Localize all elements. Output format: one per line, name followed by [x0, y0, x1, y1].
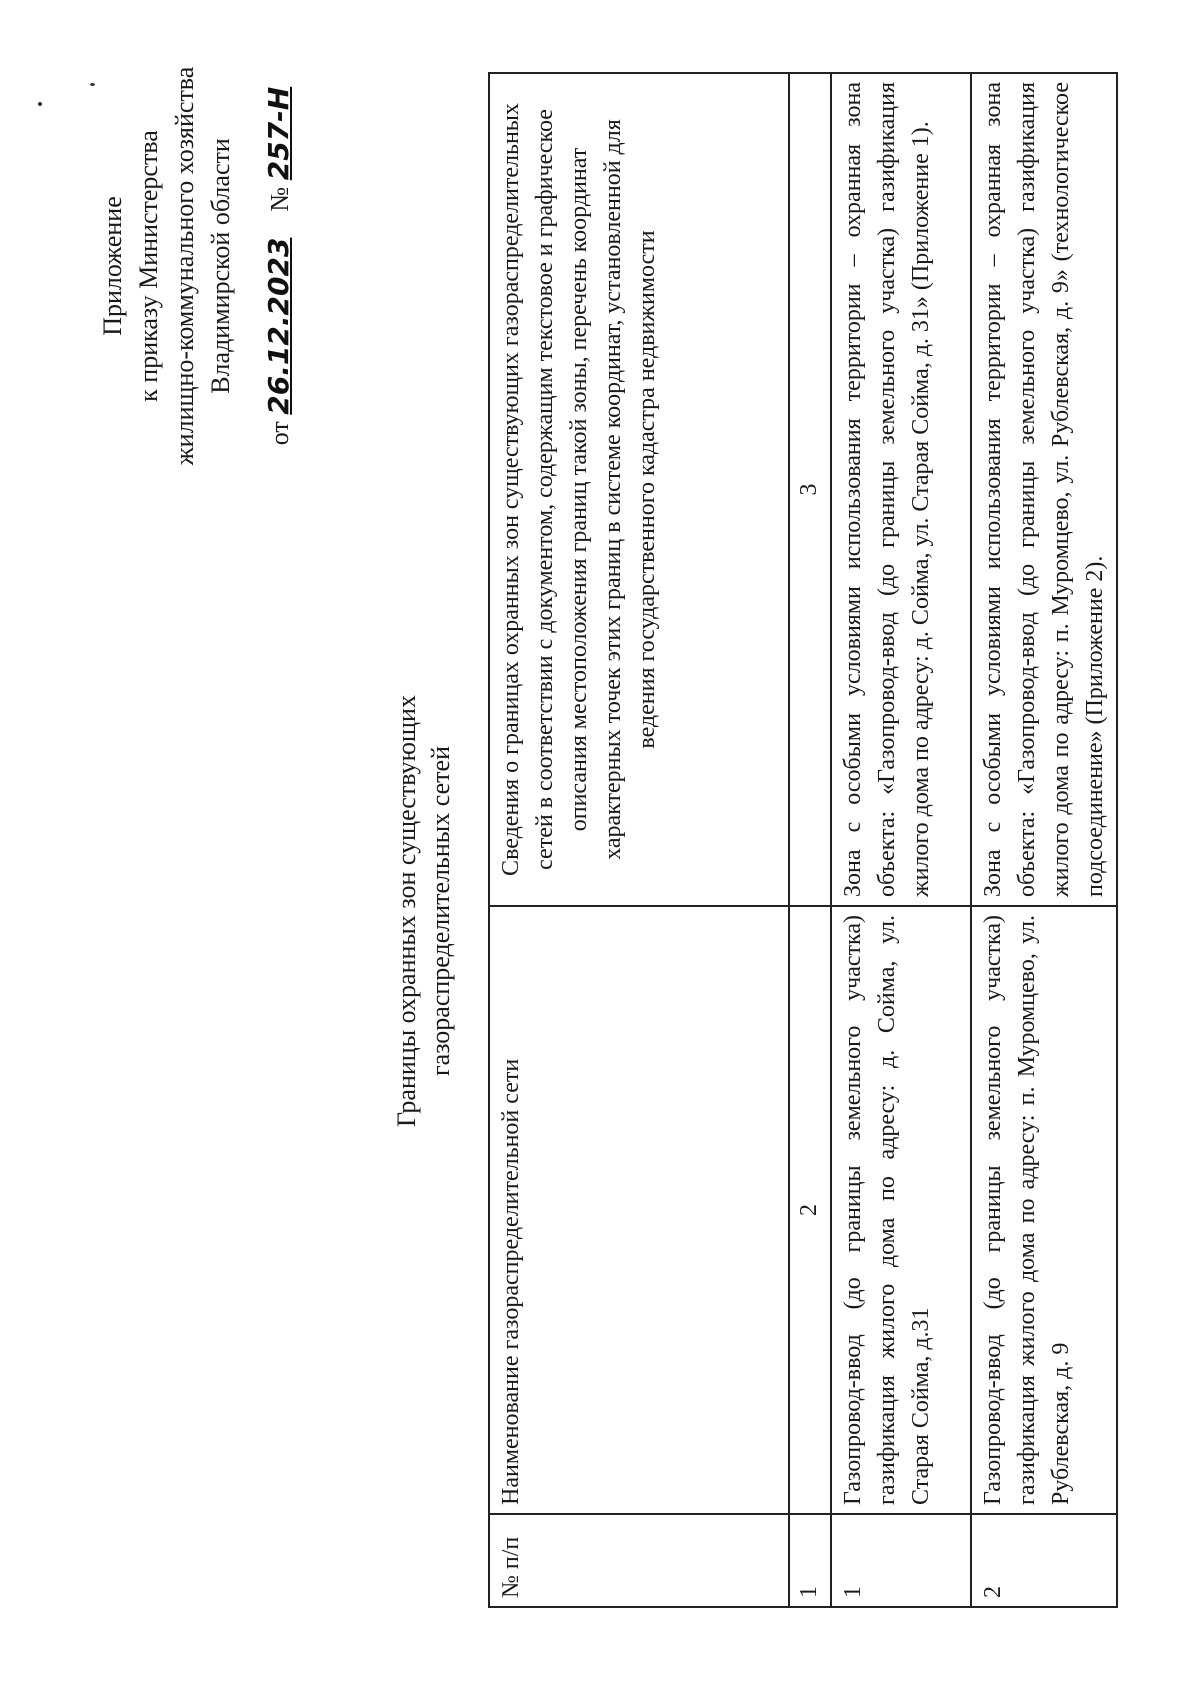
appendix-label: Приложение: [98, 196, 127, 336]
order-number: 257-Н: [262, 86, 295, 181]
order-date: 26.12.2023: [262, 237, 295, 415]
column-number-2: 2: [789, 906, 831, 1514]
header-zone-info: Сведения о границах охранных зон существующих газораспределительных сетей в соответствии с документом, содержащим текстовое и графическое описания местоположения границ такой зоны, перечень координат характерных точек этих границ в системе координат, установленной для ведения государственного кадастра недвижимости: [489, 73, 789, 906]
appendix-order-line: к приказу Министерства: [134, 130, 163, 402]
document-title: [390, 361, 458, 1461]
date-prefix: от: [265, 421, 294, 446]
header-network-name: Наименование газораспределительной сети: [489, 906, 789, 1514]
row-zone-info: Зона с особыми условиями использования территории – охранная зона объекта: «Газопровод-ввод (до границы земельного участка) газификация жилого дома по адресу: д. Сойма, ул. Старая Сойма, д. 31» (Приложение 1).: [831, 73, 971, 906]
column-number-1: 1: [789, 1514, 831, 1607]
row-zone-info: Зона с особыми условиями использования территории – охранная зона объекта: «Газопровод-ввод (до границы земельного участка) газификация жилого дома по адресу: п. Муромцево, ул. Рублевская, д. 9» (технологическое подсоединение» (Приложение 2).: [971, 73, 1117, 906]
row-number: 1: [831, 1514, 971, 1607]
appendix-block: [95, 16, 298, 516]
row-network-name: Газопровод-ввод (до границы земельного участка) газификация жилого дома по адресу: д. Сойма, ул. Старая Сойма, д.31: [831, 906, 971, 1514]
header-number: № п/п: [489, 1514, 789, 1607]
table-header-row: [489, 73, 789, 1607]
row-number: 2: [971, 1514, 1117, 1607]
row-network-name: Газопровод-ввод (до границы земельного участка) газификация жилого дома по адресу: п. Муромцево, ул. Рублевская, д. 9: [971, 906, 1117, 1514]
order-date-line: [261, 16, 298, 516]
zones-table: [488, 72, 1118, 1608]
title-line-1: Границы охранных зон существующих: [392, 695, 421, 1127]
number-prefix: №: [265, 186, 294, 212]
appendix-ministry-line: жилищно-коммунального хозяйства: [170, 66, 199, 466]
scan-speck: [38, 102, 42, 106]
table-row: [971, 73, 1117, 1607]
appendix-region-line: Владимирской области: [206, 138, 235, 394]
column-number-row: [789, 73, 831, 1607]
title-line-2: газораспределительных сетей: [426, 746, 455, 1077]
table-row: [831, 73, 971, 1607]
column-number-3: 3: [789, 73, 831, 906]
